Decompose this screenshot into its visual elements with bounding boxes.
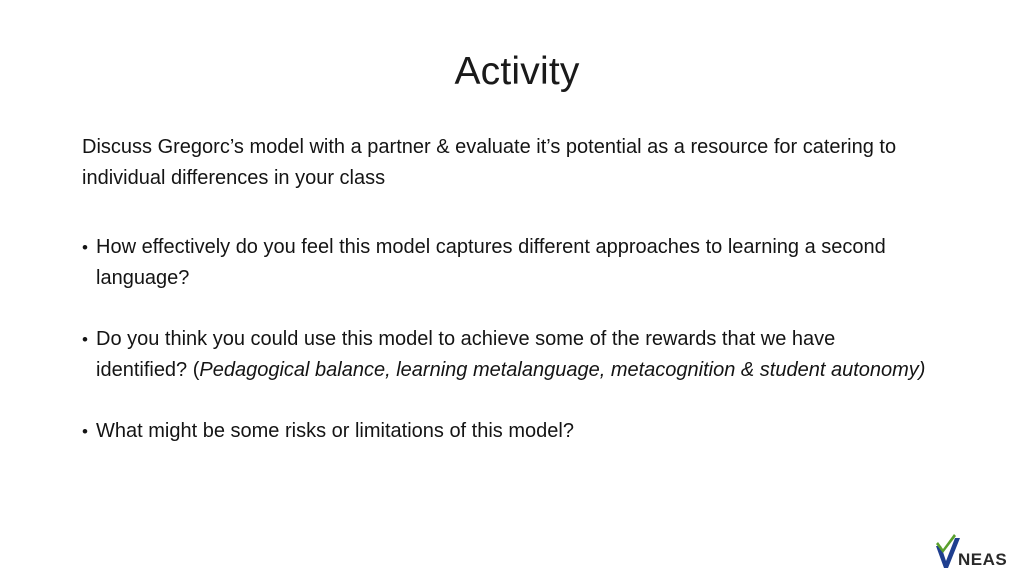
bullet-text-1: How effectively do you feel this model captures different approaches to learning a second language?: [96, 236, 886, 289]
slide-title: Activity: [454, 50, 580, 93]
bullet-item-1: [82, 232, 932, 294]
bullet-text-2: Do you think you could use this model to achieve some of the rewards that we have identified? (: [96, 328, 836, 381]
bullet-dot: •: [82, 330, 88, 349]
bullet-text-3: What might be some risks or limitations of this model?: [96, 420, 574, 442]
bullet-text-2-italic: Pedagogical balance, learning metalanguage, metacognition & student autonomy): [199, 359, 926, 381]
bullet-item-3: [82, 416, 932, 447]
bullet-list: [82, 232, 932, 447]
bullet-dot: •: [82, 422, 88, 441]
neas-logo: [934, 532, 1018, 572]
bullet-item-2: [82, 324, 932, 386]
logo-text: NEAS: [958, 550, 1008, 569]
bullet-dot: •: [82, 238, 88, 257]
intro-paragraph: Discuss Gregorc’s model with a partner & evaluate it’s potential as a resource for catering to individual differences in your class: [82, 136, 897, 189]
